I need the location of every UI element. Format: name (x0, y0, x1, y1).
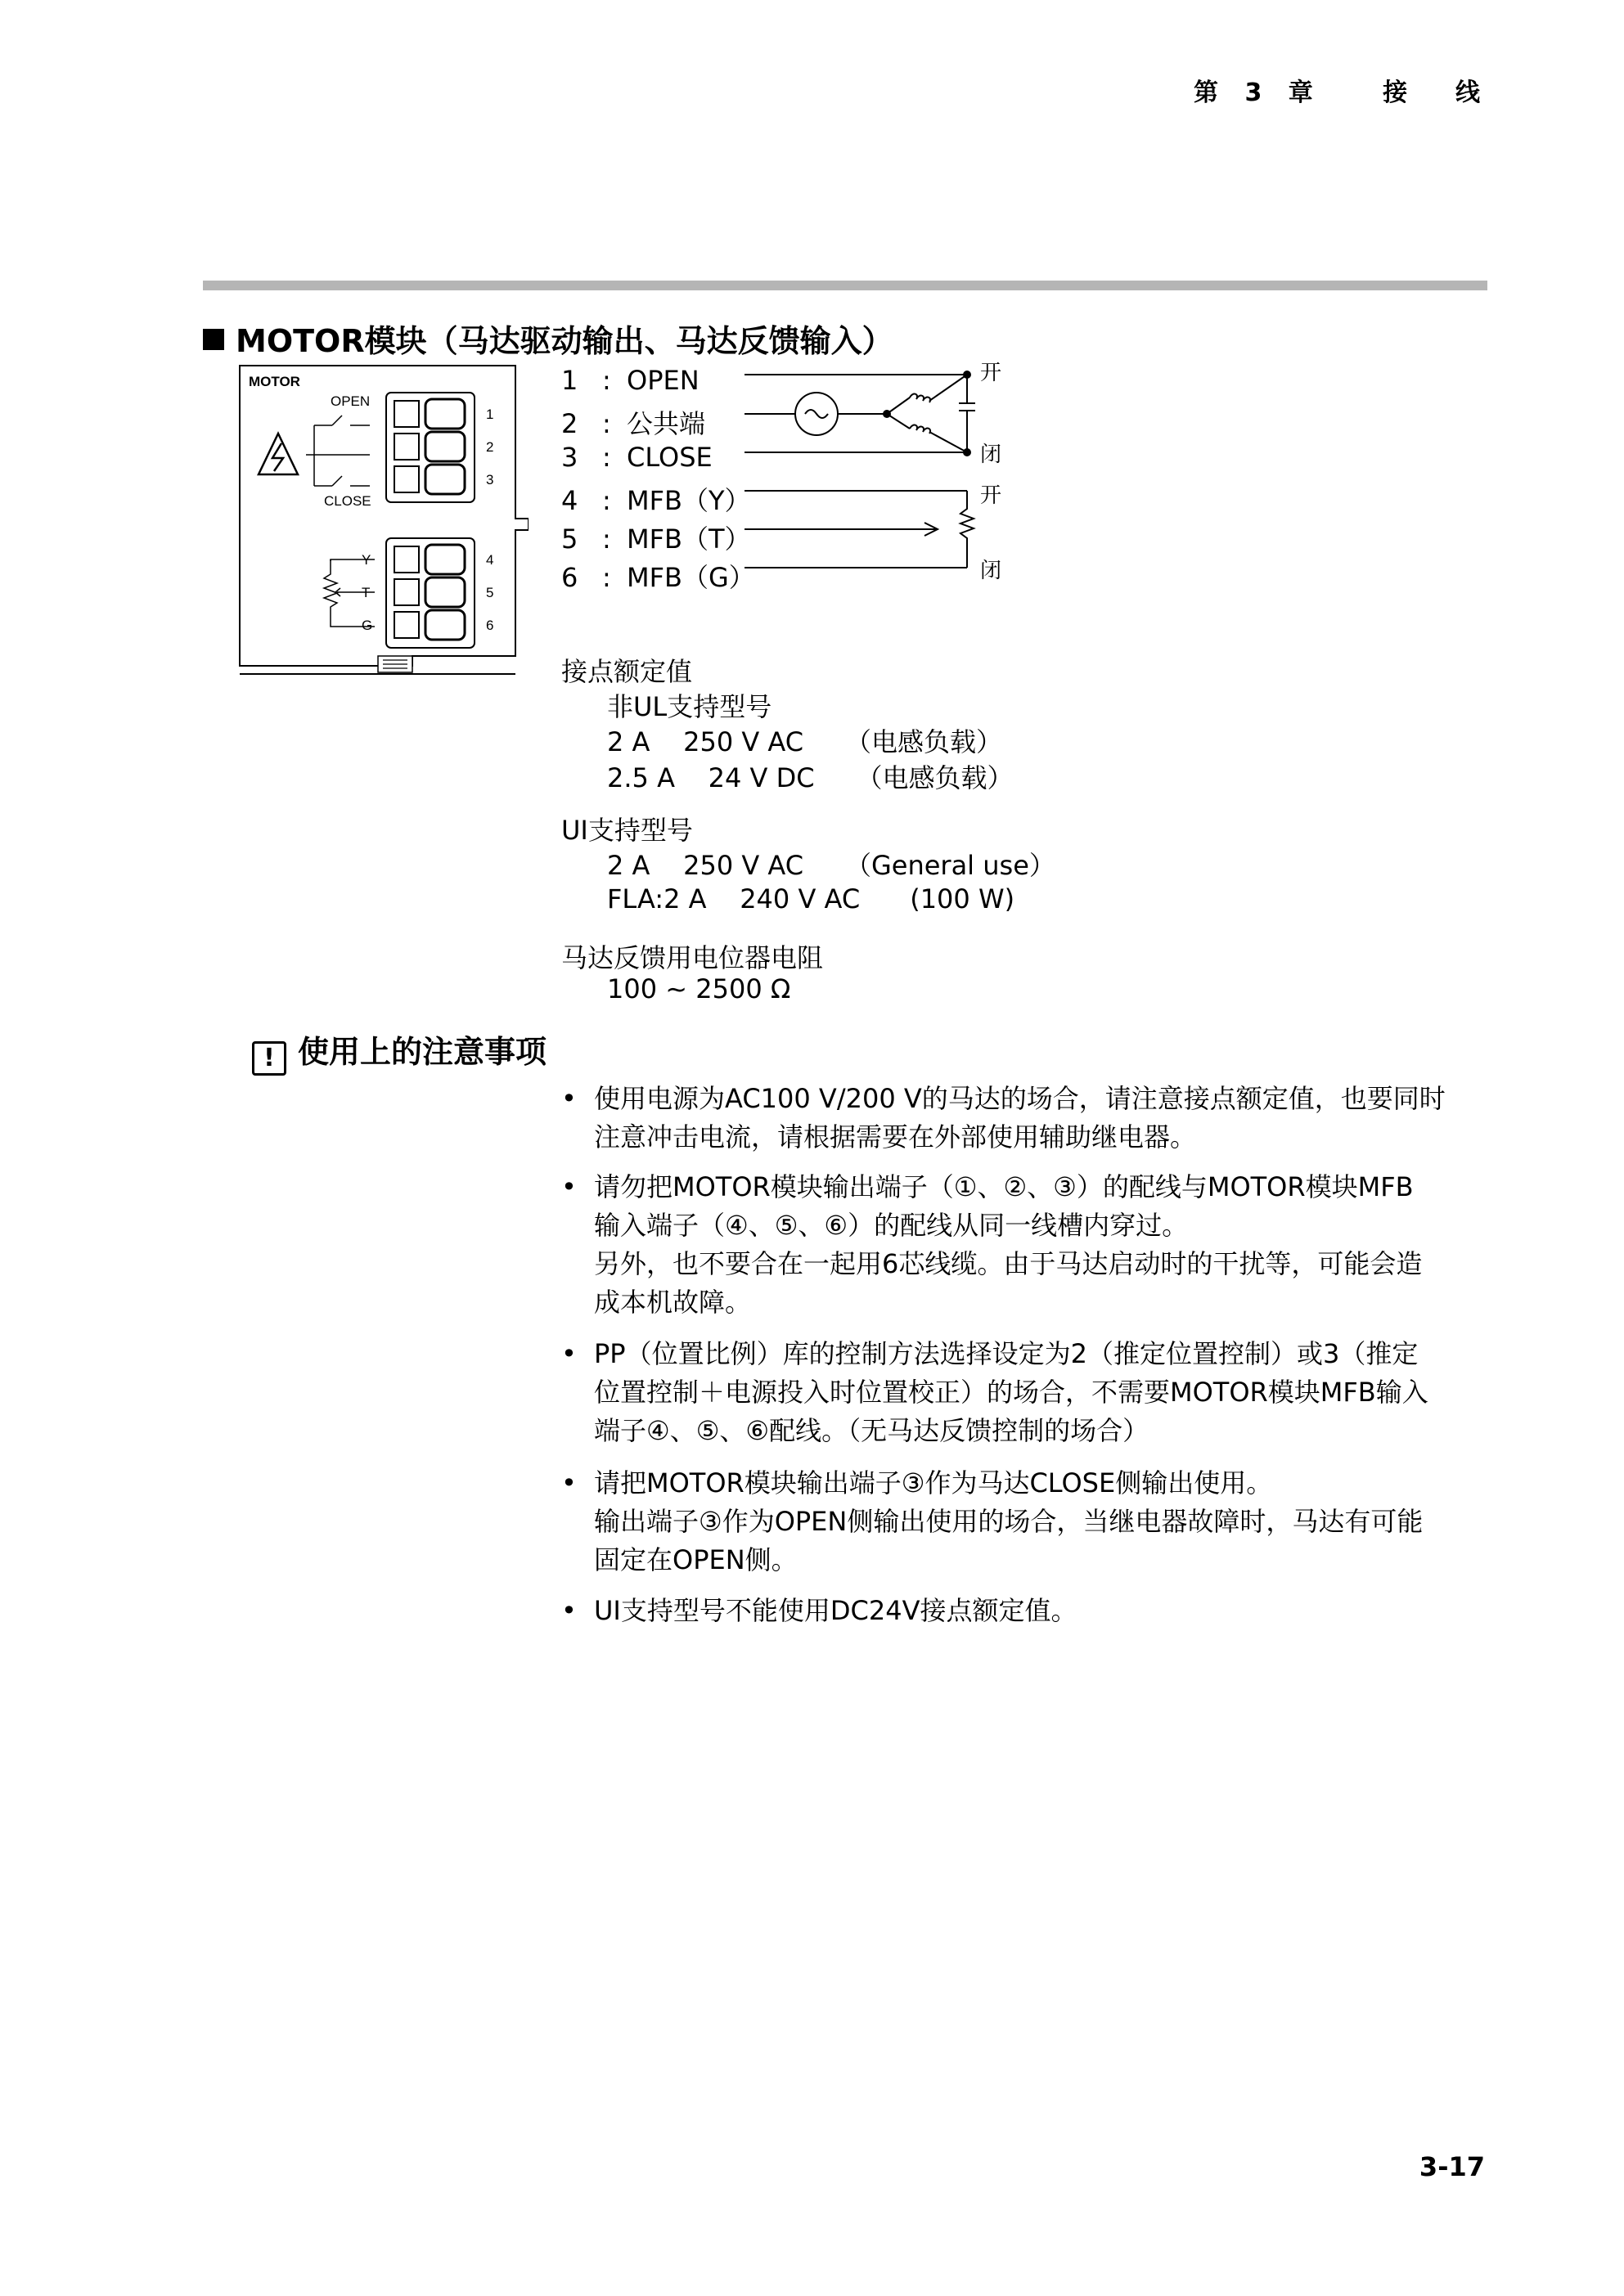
module-terminal-5: 5 (486, 585, 494, 600)
ratings-heading: 接点额定值 (561, 656, 693, 687)
terminal-block-lower (386, 538, 475, 648)
terminal-line-6: 6 : MFB（G） (561, 562, 755, 593)
note-item-2: • 请勿把MOTOR模块输出端子（①、②、③）的配线与MOTOR模块MFB 输入端子（④、⑤、⑥）的配线从同一线槽内穿过。 另外，也不要合在一起用6芯线缆。由于马达启动时的干扰等，可能会造 成本机故障。 (561, 1171, 1423, 1318)
section-heading (203, 316, 893, 361)
module-y-label: Y (362, 552, 371, 568)
note-item-5: • UI支持型号不能使用DC24V接点额定值。 (561, 1595, 1077, 1626)
module-terminal-4: 4 (486, 552, 494, 568)
ul-rating-1: 2 A 250 V AC （General use） (607, 850, 1055, 881)
module-terminal-1: 1 (486, 407, 494, 422)
motor-module-diagram (239, 365, 529, 688)
section-title: MOTOR模块（马达驱动输出、马达反馈输入） (236, 323, 893, 359)
module-open-label: OPEN (331, 393, 371, 409)
module-terminal-3: 3 (486, 472, 494, 488)
pot-value: 100 ~ 2500 Ω (607, 973, 791, 1004)
terminal-block-upper (386, 393, 475, 502)
section-rule (203, 281, 1487, 290)
module-terminal-2: 2 (486, 439, 494, 455)
notes-title: 使用上的注意事项 (298, 1034, 547, 1070)
note-item-3: • PP（位置比例）库的控制方法选择设定为2（推定位置控制）或3（推定 位置控制＋电源投入时位置校正）的场合，不需要MOTOR模块MFB输入 端子④、⑤、⑥配线。（无马达反馈控制的场合） (561, 1338, 1428, 1446)
note-item-1: • 使用电源为AC100 V/200 V的马达的场合，请注意接点额定值，也要同时 注意冲击电流，请根据需要在外部使用辅助继电器。 (561, 1083, 1446, 1152)
wiring-open-label-top: 开 (980, 361, 1002, 385)
square-bullet-icon (203, 329, 224, 350)
caution-icon: ! (252, 1041, 286, 1076)
module-name: MOTOR (249, 374, 300, 389)
non-ul-rating-1: 2 A 250 V AC （电感负载） (607, 726, 1002, 757)
wiring-open-label-bottom: 开 (980, 483, 1002, 508)
module-g-label: G (362, 618, 373, 633)
ul-heading: UI支持型号 (561, 815, 693, 846)
wiring-diagram (736, 360, 1014, 589)
terminal-line-4: 4 : MFB（Y） (561, 485, 751, 516)
non-ul-heading: 非UL支持型号 (607, 691, 772, 722)
pot-heading: 马达反馈用电位器电阻 (561, 942, 824, 973)
module-terminal-6: 6 (486, 618, 494, 633)
ul-rating-2: FLA:2 A 240 V AC (100 W) (607, 883, 1015, 914)
note-item-4: • 请把MOTOR模块输出端子③作为马达CLOSE侧输出使用。 输出端子③作为OPEN侧输出使用的场合，当继电器故障时，马达有可能 固定在OPEN侧。 (561, 1467, 1424, 1575)
terminal-line-3: 3 : CLOSE (561, 442, 713, 473)
module-close-label: CLOSE (324, 493, 371, 509)
wiring-close-label-bottom: 闭 (980, 559, 1002, 583)
wiring-close-label-top: 闭 (980, 443, 1002, 467)
terminal-line-1: 1 : OPEN (561, 365, 700, 396)
terminal-line-5: 5 : MFB（T） (561, 523, 751, 555)
page-number: 3-17 (1419, 2151, 1485, 2182)
notes-heading (252, 1027, 547, 1076)
non-ul-rating-2: 2.5 A 24 V DC （电感负载） (607, 762, 1014, 793)
module-t-label: T (362, 585, 371, 600)
terminal-line-2: 2 : 公共端 (561, 408, 706, 439)
chapter-header: 第 3 章 接 线 (1194, 79, 1485, 107)
